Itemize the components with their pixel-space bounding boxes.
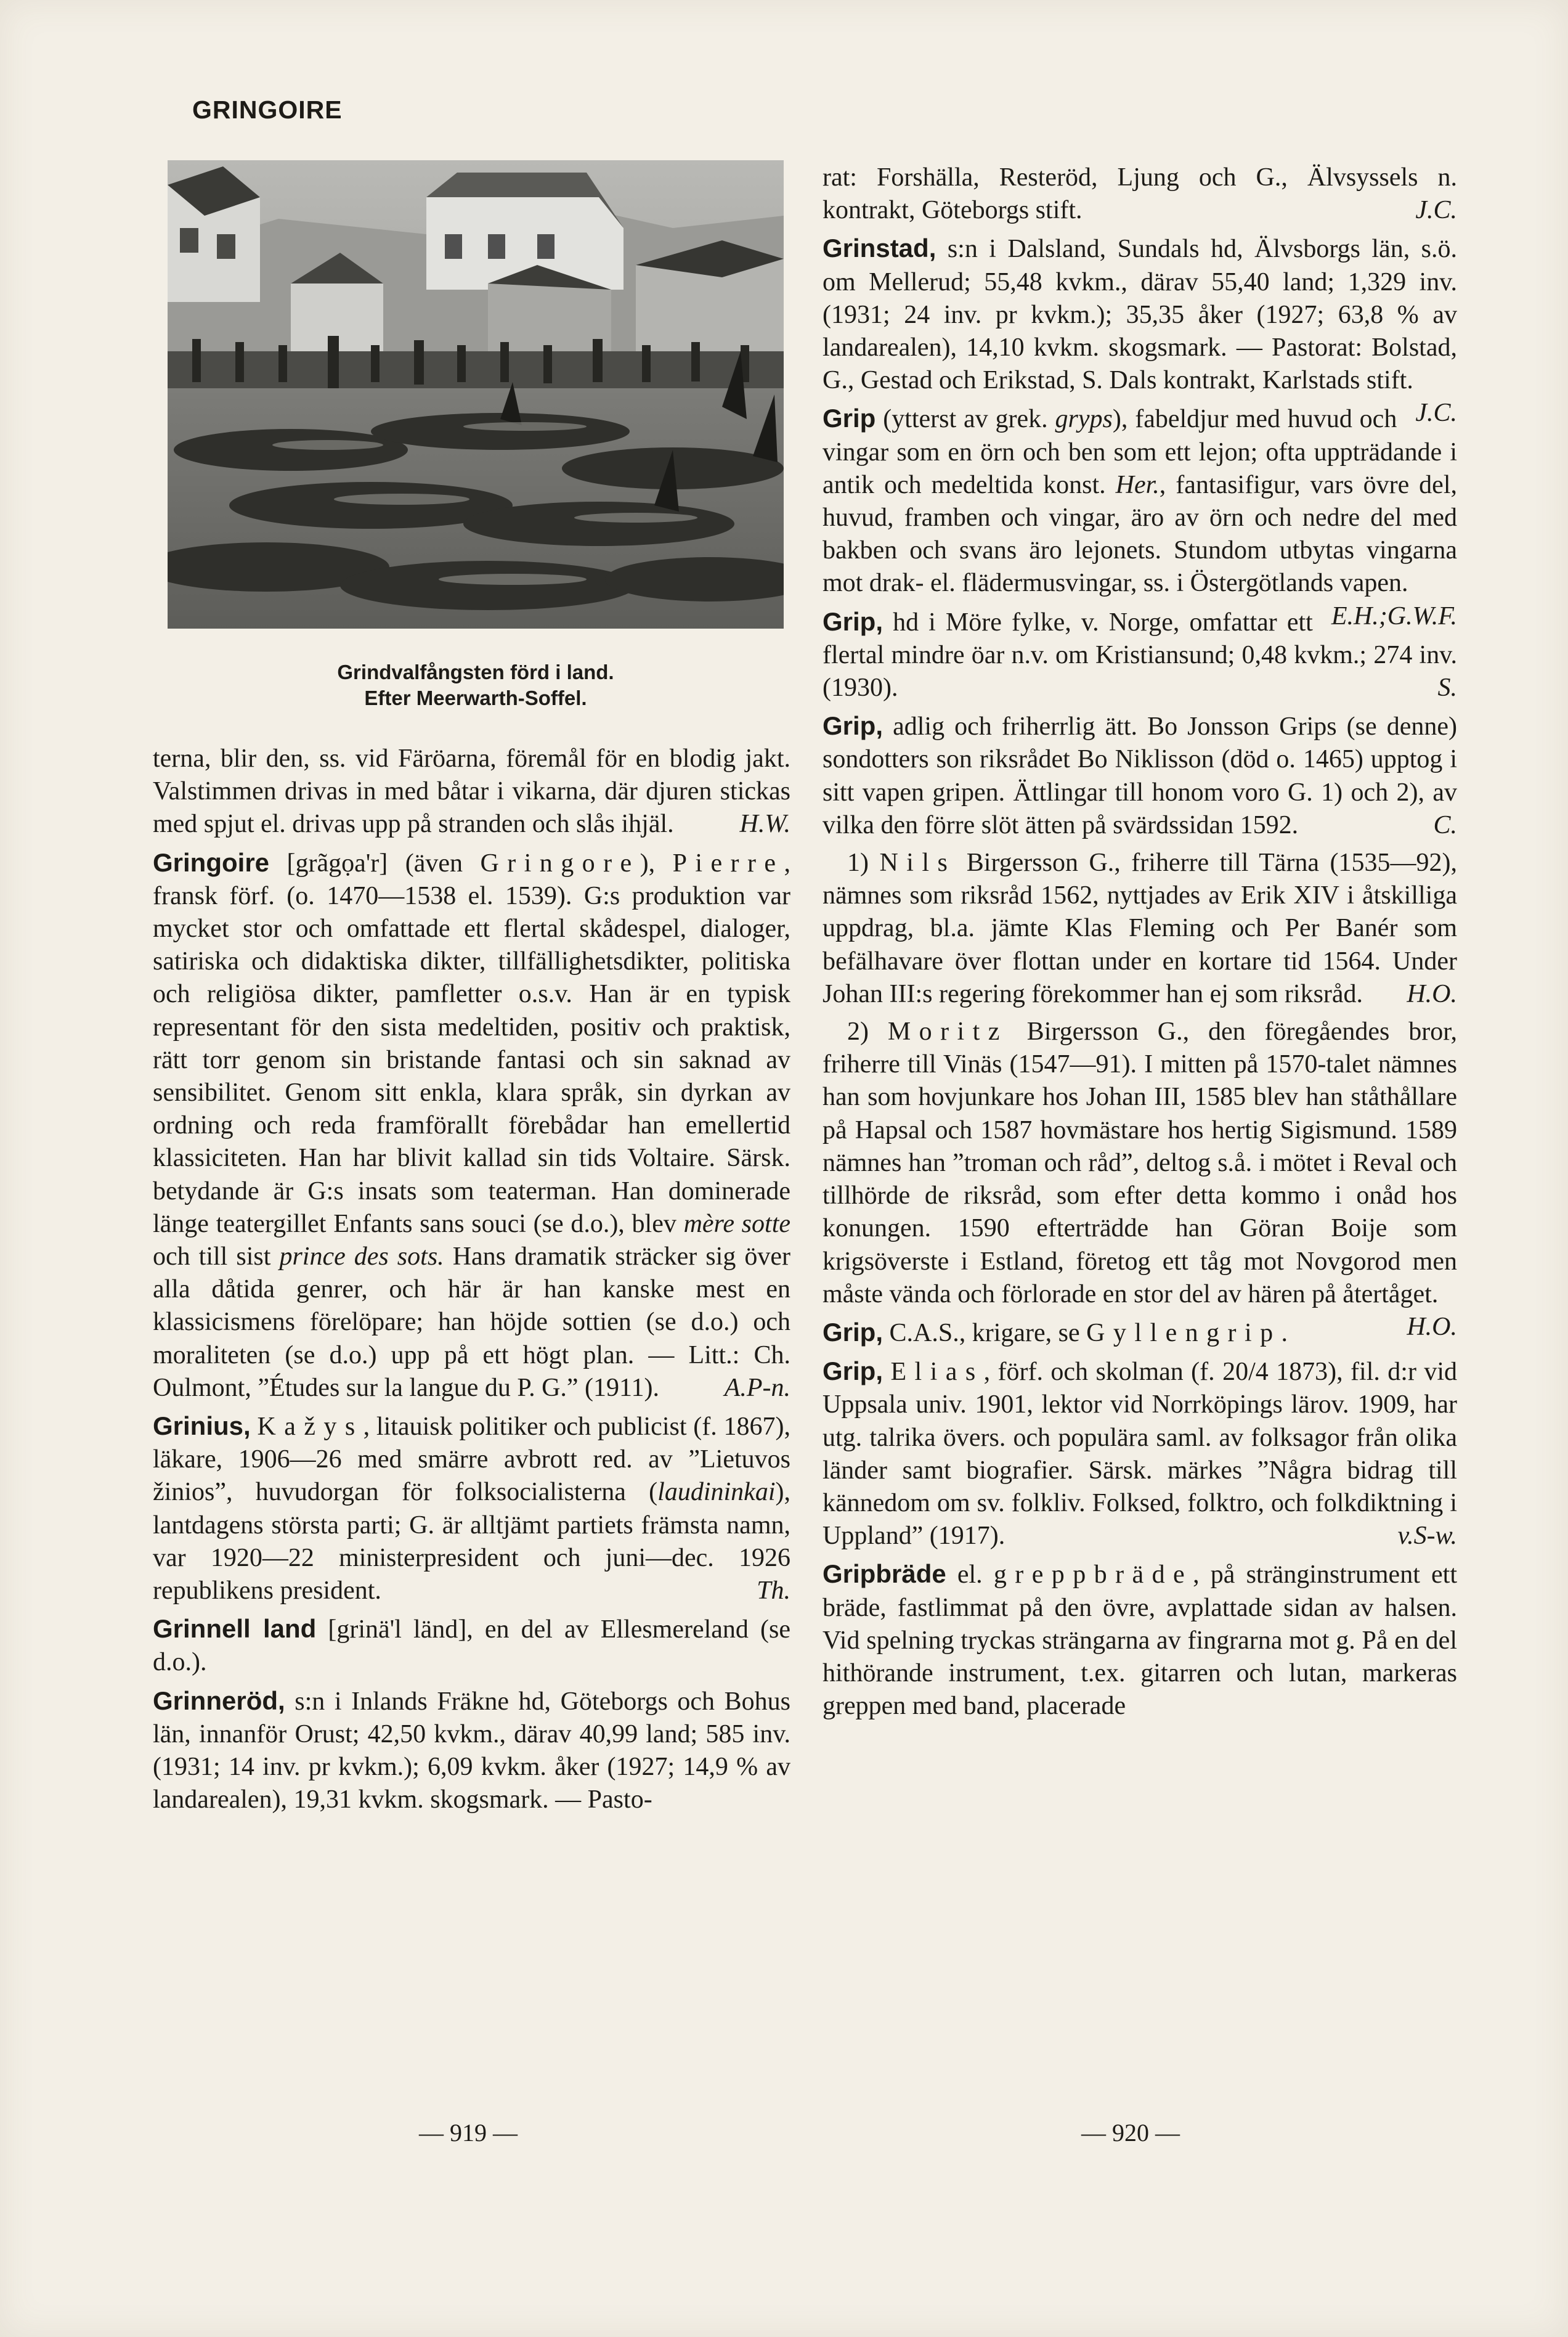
- entry-headword: Gringoire: [153, 847, 270, 877]
- entry-headword: Grip: [823, 404, 876, 433]
- spaced-name: Nils: [879, 849, 956, 878]
- entry-headword: Grinstad,: [823, 234, 936, 263]
- entry-grip-hd: Grip, hd i Möre fylke, v. Norge, omfattar ett flertal mindre öar n.v. om Kristiansund; 0,48 kvkm.; 274 inv. (1930). S.: [823, 605, 1457, 705]
- spaced-name: Moritz: [887, 1018, 1008, 1046]
- author-signature: H.O.: [1407, 979, 1457, 1008]
- figure-caption: [168, 659, 784, 711]
- author-signature: J.C.: [1415, 196, 1457, 225]
- spaced-name: Elias: [890, 1358, 984, 1387]
- left-column: [153, 743, 790, 1817]
- entry-gripbrade: Gripbräde el. greppbräde, på stränginstrument ett bräde, fastlimmat på den övre, avplattade sidan av halsen. Vid spelning tryckas strängarna av fingrarna mot g. På en del hithörande instrument, t.ex. gitarren och lutan, markeras greppen med band, placerade: [823, 1559, 1457, 1721]
- entry-headword: Grip,: [823, 606, 884, 636]
- entry-nils-birgersson: 1) Nils Birgersson G., friherre till Tärna (1535—92), nämnes som riksråd 1562, nyttjades av Erik XIV i åtskilliga uppdrag, bl.a. jämte Klas Fleming och Per Banér som befälhavare över flottan under en kortare tid 1564. Under Johan III:s regering förekommer han ej som riksråd. H.O.: [823, 847, 1457, 1011]
- author-signature: v.S-w.: [1397, 1522, 1457, 1551]
- running-head: GRINGOIRE: [192, 96, 343, 124]
- entry-grinius: Grinius, Kažys, litauisk politiker och publicist (f. 1867), läkare, 1906—26 med smärre avbrott red. av ”Lietuvos žinios”, huvudorgan för folksocialisterna (laudininkai), lantdagens största parti; G. är alltjämt partiets främsta namn, var 1920—22 ministerpresident och juni—dec. 1926 republikens president. Th.: [153, 1409, 790, 1607]
- page-number-right: — 920 —: [1081, 2119, 1180, 2147]
- author-signature: E.H.;G.W.F.: [1331, 602, 1457, 630]
- entry-grinnerod: Grinneröd, s:n i Inlands Fräkne hd, Göteborgs och Bohus län, innanför Orust; 42,50 kvkm., därav 40,99 land; 585 inv. (1931; 14 inv. pr kvkm.); 6,09 kvkm. åker (1927; 14,9 % av landarealen), 19,31 kvkm. skogsmark. — Pasto-: [153, 1686, 790, 1814]
- entry-grip-att: Grip, adlig och friherrlig ätt. Bo Jonsson Grips (se denne) sondotters son riksrådet Bo Niklisson (död o. 1465) upptog i sitt vapen gripen. Ättlingar till honom voro G. 1) och 2), av vilka den förre slöt ätten på svärdssidan 1592. C.: [823, 709, 1457, 842]
- spaced-name: Gringore: [480, 849, 640, 878]
- entry-grip-fabeldjur: Grip (ytterst av grek. gryps), fabeldjur med huvud och vingar som en örn och ben som ett lejon; ofta uppträdande i antik och medeltida konst. Her., fantasifigur, vars övre del, huvud, framben och vingar, äro av örn och nedre del med bakben och svans äro lejonets. Stundom utbytas vingarna mot drak- el. flädermusvingar, ss. i Östergötlands vapen. E.H.;G.W.F.: [823, 402, 1457, 600]
- entry-grinnell-land: Grinnell land [grinä'l länd], en del av Ellesmereland (se d.o.).: [153, 1614, 790, 1677]
- spaced-name: Pierre: [672, 849, 784, 878]
- entry-grip-elias: Grip, Elias, förf. och skolman (f. 20/4 1873), fil. d:r vid Uppsala univ. 1901, lektor vid Norrköpings lärov. 1909, har utg. talrika övers. och populära saml. av folksagor från olika länder samt biografier. Särsk. märkes ”Några bidrag till kännedom om sv. folkliv. Folksed, folktro, och folkdiktning i Uppland” (1917). v.S-w.: [823, 1355, 1457, 1552]
- author-signature: H.W.: [739, 810, 790, 839]
- author-signature: S.: [1437, 674, 1457, 703]
- spaced-name: Gyllengrip: [1086, 1318, 1282, 1347]
- entry-headword: Gripbräde: [823, 1559, 946, 1589]
- entry-headword: Grinnell land: [153, 1614, 317, 1644]
- author-signature: J.C.: [1415, 399, 1457, 428]
- entry-headword: Grinius,: [153, 1411, 251, 1441]
- entry-moritz-birgersson: 2) Moritz Birgersson G., den föregåendes bror, friherre till Vinäs (1547—91). I mitten på 1570-talet nämnes han som hovjunkare hos Johan III, 1585 blev han ståthållare på Hapsal och 1587 hovmästare hos hertig Sigismund. 1589 nämnes han ”troman och råd”, deltog s.å. i mötet i Reval och tillhörde de riksråd, som efter detta kommo i onåd hos konungen. 1590 efterträdde han Göran Boije som krigsöverste i Estland, företog ett tåg mot Novgorod men måste vända och förlorade en stor del av hären på återtåget. H.O.: [823, 1016, 1457, 1311]
- entry-continuation: rat: Forshälla, Resteröd, Ljung och G., Älvsyssels n. kontrakt, Göteborgs stift. J.C.: [823, 161, 1457, 227]
- halftone-photo: [168, 160, 784, 629]
- author-signature: Th.: [757, 1576, 790, 1605]
- caption-line-2: Efter Meerwarth-Soffel.: [364, 687, 587, 709]
- author-signature: C.: [1433, 810, 1457, 839]
- author-signature: A.P-n.: [724, 1373, 790, 1402]
- entry-continuation: terna, blir den, ss. vid Färöarna, föremål för en blodig jakt. Valstimmen drivas in med båtar i vikarna, där djuren stickas med spjut el. drivas upp på stranden och slås ihjäl. H.W.: [153, 743, 790, 841]
- entry-headword: Grip,: [823, 711, 884, 741]
- spaced-name: greppbräde: [993, 1560, 1193, 1589]
- entry-grinstad: Grinstad, s:n i Dalsland, Sundals hd, Älvsborgs län, s.ö. om Mellerud; 55,48 kvkm., därav 55,40 land; 1,329 inv. (1931; 24 inv. pr kvkm.); 35,35 åker (1927; 63,8 % av landarealen), 14,10 kvkm. skogsmark. — Pastorat: Bolstad, G., Gestad och Erikstad, S. Dals kontrakt, Karlstads stift. J.C.: [823, 232, 1457, 397]
- entry-grip-cas: Grip, C.A.S., krigare, se Gyllengrip.: [823, 1317, 1288, 1347]
- right-column: [823, 161, 1457, 1723]
- page-number-left: — 919 —: [419, 2119, 518, 2147]
- author-signature: H.O.: [1407, 1312, 1457, 1341]
- entry-headword: Grinneröd,: [153, 1686, 285, 1715]
- caption-line-1: Grindvalfångsten förd i land.: [337, 661, 614, 683]
- entry-headword: Grip,: [823, 1356, 884, 1386]
- entry-gringoire: Gringoire [grãgọa'r] (även Gringore), Pierre, fransk förf. (o. 1470—1538 el. 1539). G:s produktion var mycket stor och omfattade ett flertal skådespel, dialoger, satiriska och didaktiska dikter, tillfällighetsdikter, politiska och religiösa dikter, pamfletter o.s.v. Han är en typisk representant för den sista medeltiden, positiv och praktisk, rätt torr genom sin bristande fantasi och sin saknad av sensibilitet. Genom sitt enkla, klara språk, sin dyrkan av ordning och reda framförallt förebådar han emellertid klassiciteten. Han har blivit kallad sin tids Voltaire. Särsk. betydande är G:s insats som teaterman. Han dominerade länge teatergillet Enfants sans souci (se d.o.), blev mère sotte och till sist prince des sots. Hans dramatik sträcker sig över alla dåtida genrer, och här är han kanske mest en klassicismens förelöpare; han höjde sottien (se d.o.) och moraliteten (se d.o.) upp på ett högt plan. — Litt.: Ch. Oulmont, ”Études sur la langue du P. G.” (1911). A.P-n.: [153, 846, 790, 1405]
- entry-headword: Grip,: [823, 1317, 884, 1347]
- spaced-name: Kažys: [257, 1413, 364, 1442]
